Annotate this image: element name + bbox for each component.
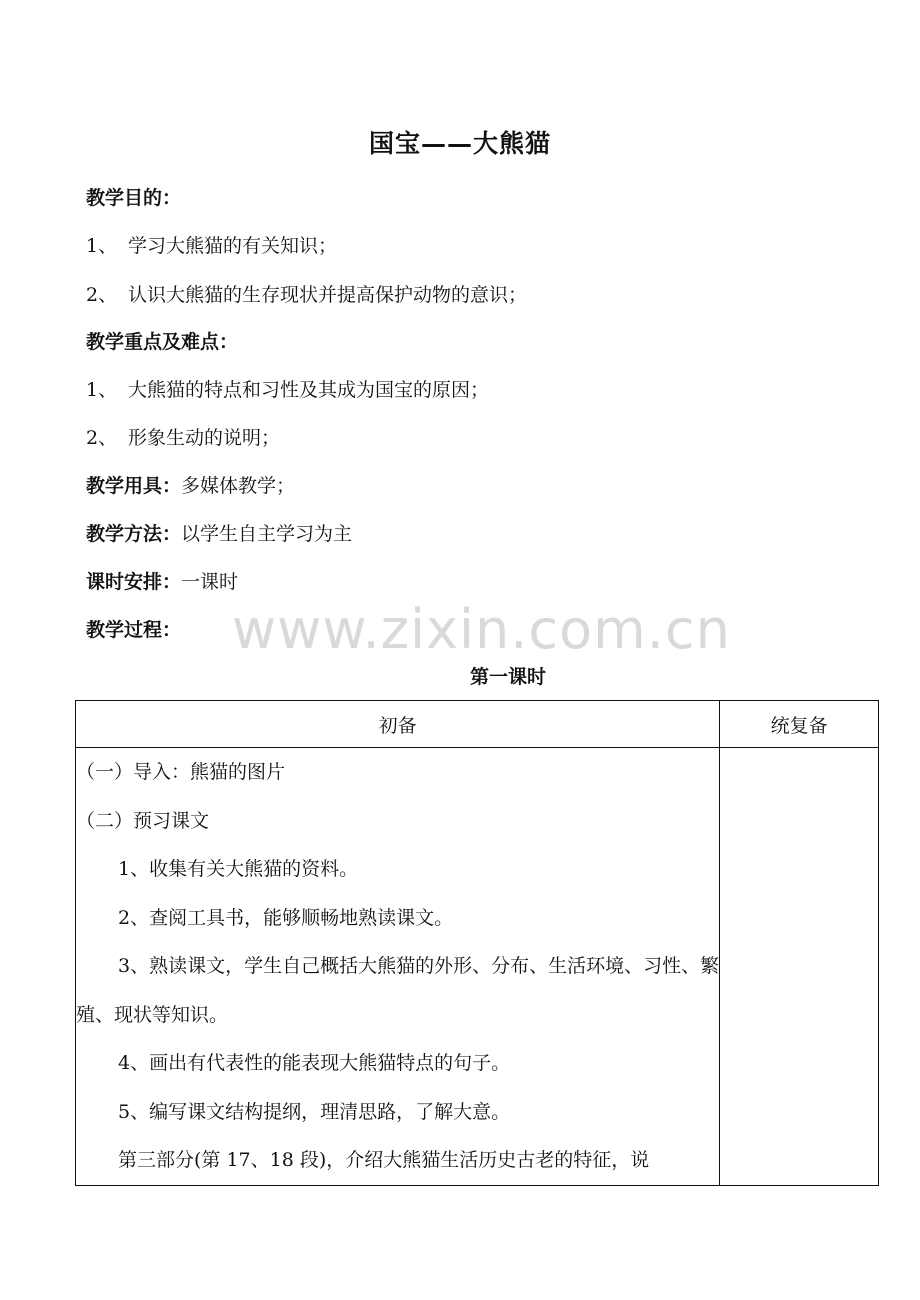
- method-line: [86, 520, 352, 548]
- schedule-label: 课时安排：: [86, 571, 182, 593]
- lesson-content-cell: [76, 748, 720, 1186]
- objectives-label: 教学目的：: [86, 187, 182, 209]
- schedule-line: [86, 568, 238, 596]
- document-title: 国宝——大熊猫: [368, 129, 551, 158]
- lesson-paragraph: （二）预习课文: [76, 809, 210, 832]
- key-point-item: [86, 424, 280, 452]
- lesson-paragraph: 4、画出有代表性的能表现大熊猫特点的句子。: [118, 1052, 511, 1074]
- objective-text: 认识大熊猫的生存现状并提高保护动物的意识；: [128, 284, 528, 306]
- objective-text: 学习大熊猫的有关知识；: [128, 235, 338, 257]
- tools-value: 多媒体教学；: [181, 475, 296, 497]
- schedule-value: 一课时: [181, 571, 239, 593]
- method-label: 教学方法：: [86, 523, 182, 545]
- table-row: [76, 748, 879, 1186]
- tools-line: [86, 472, 295, 500]
- lesson-paragraph: 1、收集有关大熊猫的资料。: [118, 858, 359, 880]
- review-notes-cell: [720, 748, 879, 1186]
- lesson-plan-table: [75, 700, 879, 1186]
- method-value: 以学生自主学习为主: [181, 523, 353, 545]
- key-point-text: 形象生动的说明；: [128, 427, 281, 449]
- lesson-paragraph: 3、熟读课文，学生自己概括大熊猫的外形、分布、生活环境、习性、繁殖、现状等知识。: [76, 955, 720, 1026]
- objective-number: 1、: [86, 235, 118, 257]
- key-point-number: 1、: [86, 379, 118, 401]
- table-header-row: [76, 701, 879, 748]
- lesson-paragraph: （一）导入：熊猫的图片: [76, 761, 286, 783]
- objectives-heading: [86, 184, 181, 212]
- lesson-paragraph: 第三部分(第 17、18 段)，介绍大熊猫生活历史古老的特征，说: [118, 1149, 650, 1171]
- lesson-paragraph: 2、查阅工具书，能够顺畅地熟读课文。: [118, 906, 454, 929]
- key-points-heading: [86, 328, 238, 356]
- objective-number: 2、: [86, 284, 118, 306]
- key-points-label: 教学重点及难点：: [86, 331, 239, 353]
- process-label: 教学过程：: [86, 619, 182, 641]
- process-heading: [86, 616, 181, 644]
- lesson-paragraph: 5、编写课文结构提纲，理清思路，了解大意。: [118, 1100, 511, 1123]
- lesson-title: 第一课时: [469, 666, 546, 688]
- objective-item: [86, 232, 337, 260]
- watermark: www.zixin.com.cn: [232, 598, 731, 661]
- key-point-item: [86, 376, 489, 404]
- header-review-prep: 统复备: [720, 701, 879, 748]
- tools-label: 教学用具：: [86, 475, 182, 497]
- key-point-text: 大熊猫的特点和习性及其成为国宝的原因；: [128, 379, 490, 401]
- objective-item: [86, 281, 527, 309]
- header-initial-prep: 初备: [76, 701, 720, 748]
- key-point-number: 2、: [86, 427, 118, 449]
